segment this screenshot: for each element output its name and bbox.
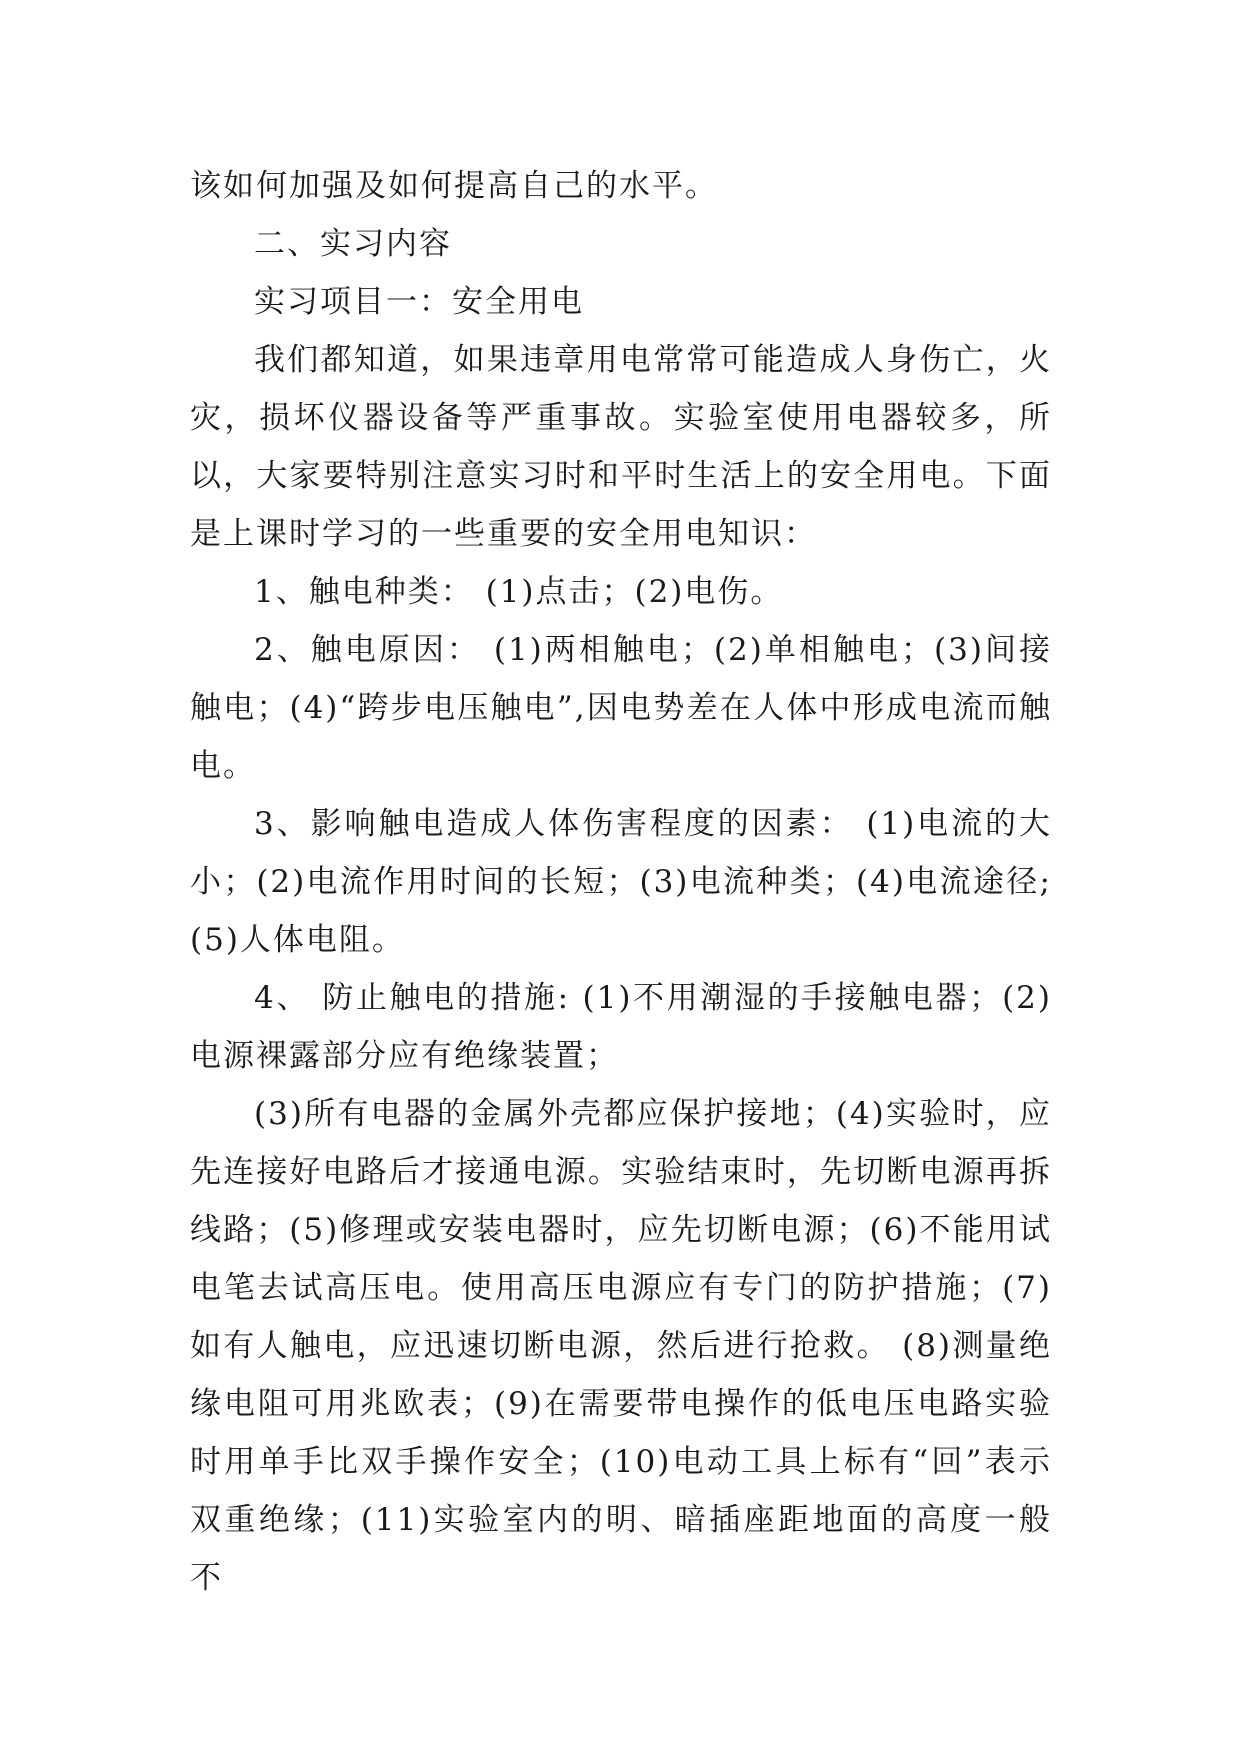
subsection-heading: 实习项目一：安全用电 (254, 284, 584, 320)
list-item-3: 3、影响触电造成人体伤害程度的因素： (1)电流的大小；(2)电流作用时间的长短；(3)电流种类；(4)电流途径;(5)人体电阻。 (190, 806, 1052, 958)
list-item-1: 1、触电种类： (1)点击；(2)电伤。 (254, 574, 784, 610)
document-body (190, 157, 1052, 1607)
paragraph-intro: 我们都知道，如果违章用电常常可能造成人身伤亡，火灾，损坏仪器设备等严重事故。实验室使用电器较多，所以，大家要特别注意实习时和平时生活上的安全用电。下面是上课时学习的一些重要的安全用电知识： (190, 342, 1052, 552)
section-heading: 二、实习内容 (254, 226, 452, 262)
list-item-2: 2、触电原因： (1)两相触电；(2)单相触电；(3)间接触电；(4)“跨步电压触电”,因电势差在人体中形成电流而触电。 (190, 632, 1052, 784)
paragraph-continuation: 该如何加强及如何提高自己的水平。 (190, 168, 718, 204)
list-item-4: 4、 防止触电的措施: (1)不用潮湿的手接触电器；(2)电源裸露部分应有绝缘装置； (190, 980, 1052, 1074)
paragraph-measures: (3)所有电器的金属外壳都应保护接地；(4)实验时，应先连接好电路后才接通电源。实验结束时，先切断电源再拆线路；(5)修理或安装电器时，应先切断电源；(6)不能用试电笔去试高压电。使用高压电源应有专门的防护措施；(7)如有人触电，应迅速切断电源，然后进行抢救。 (8)测量绝缘电阻可用兆欧表；(9)在需要带电操作的低电压电路实验时用单手比双手操作安全；(10)电动工具上标有“回”表示双重绝缘；(11)实验室内的明、暗插座距地面的高度一般不 (190, 1096, 1052, 1596)
